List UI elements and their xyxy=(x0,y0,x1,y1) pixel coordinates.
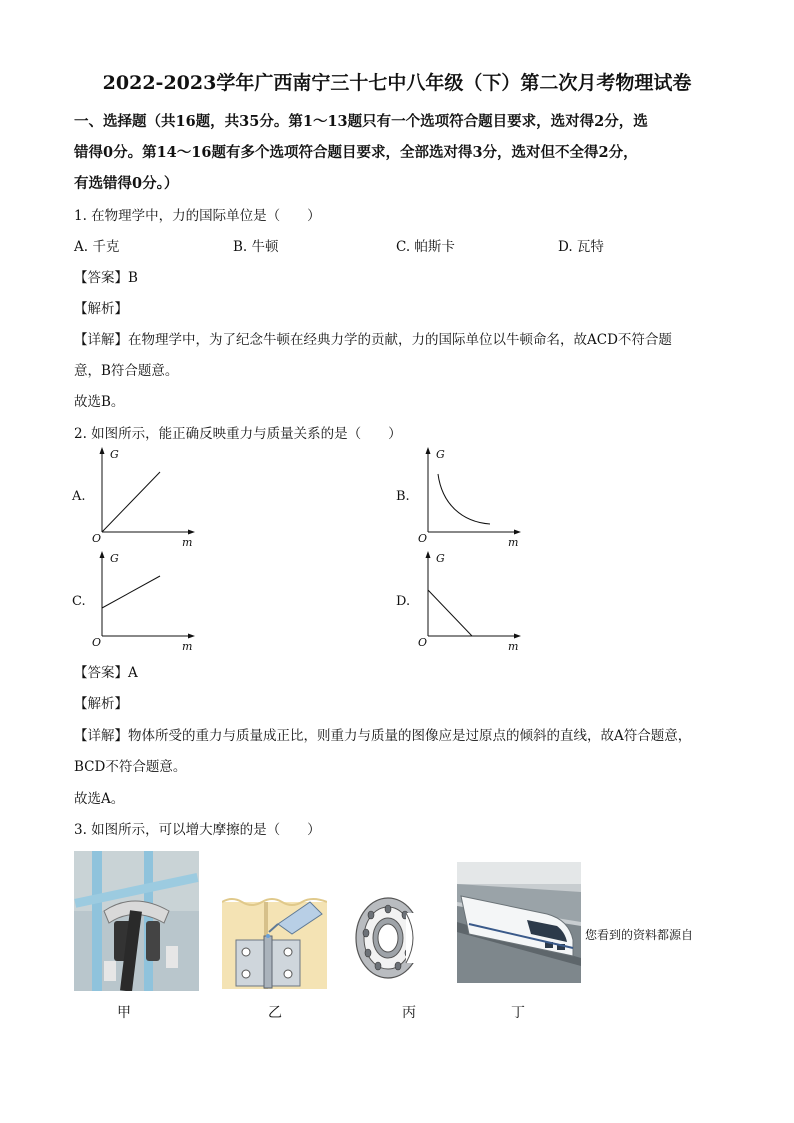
q2-graph-b xyxy=(414,444,524,550)
q2-answer: 【答案】A xyxy=(74,665,138,681)
graph-a-x-label: m xyxy=(182,536,193,549)
graph-d-origin: O xyxy=(418,636,428,649)
graph-a-y-label: G xyxy=(110,448,119,461)
graph-c-x-label: m xyxy=(182,640,193,653)
q2-conclusion: 故选A。 xyxy=(74,791,125,807)
graph-a-origin: O xyxy=(92,532,102,545)
graph-b-x-label: m xyxy=(508,536,519,549)
maglev-train-icon xyxy=(457,862,581,983)
q2-option-b-label: B. xyxy=(396,489,410,504)
page-title: 2022-2023学年广西南宁三十七中八年级（下）第二次月考物理试卷 xyxy=(102,72,692,94)
q2-graph-c xyxy=(88,548,198,654)
q1-stem: 1. 在物理学中，力的国际单位是（ ） xyxy=(74,208,321,224)
q2-option-c-label: C. xyxy=(72,594,86,609)
q1-detail-line-1: 【详解】在物理学中，为了纪念牛顿在经典力学的贡献，力的国际单位以牛顿命名，故ACD不符合题 xyxy=(74,332,672,348)
q2-detail-line-2: BCD不符合题意。 xyxy=(74,759,187,775)
bearing-icon xyxy=(350,893,426,983)
q1-option-b: B. 牛顿 xyxy=(233,239,279,255)
bike-brake-icon xyxy=(74,851,199,991)
q2-stem: 2. 如图所示，能正确反映重力与质量关系的是（ ） xyxy=(74,426,402,442)
q3-image-bing-ball-bearing xyxy=(350,893,426,983)
q2-graph-d xyxy=(414,548,524,654)
q1-conclusion: 故选B。 xyxy=(74,394,125,410)
section-instructions-line-1: 一、选择题（共16题，共35分。第1～13题只有一个选项符合题目要求，选对得2分，选 xyxy=(74,113,648,130)
graph-c-origin: O xyxy=(92,636,102,649)
q3-image-ding-maglev-train xyxy=(457,862,581,983)
section-instructions-line-2: 错得0分。第14～16题有多个选项符合题目要求，全部选对得3分，选对但不全得2分， xyxy=(74,144,638,161)
q3-stem: 3. 如图所示，可以增大摩擦的是（ ） xyxy=(74,822,321,838)
q1-detail-line-2: 意，B符合题意。 xyxy=(74,363,179,379)
q1-answer: 【答案】B xyxy=(74,270,138,286)
q2-analysis-label: 【解析】 xyxy=(74,696,128,712)
q3-image-yi-hinge-oiling xyxy=(222,862,327,989)
section-instructions-line-3: 有选错得0分。） xyxy=(74,175,179,192)
q2-graph-a xyxy=(88,444,198,550)
graph-b-origin: O xyxy=(418,532,428,545)
q3-caption-jia: 甲 xyxy=(117,1005,131,1021)
q2-option-a-label: A. xyxy=(72,489,86,504)
watermark-text: 您看到的资料都源自 xyxy=(585,928,694,942)
q1-option-a: A. 千克 xyxy=(74,239,120,255)
q3-image-jia-bike-brake xyxy=(74,851,199,991)
q2-option-d-label: D. xyxy=(396,594,411,609)
q1-option-c: C. 帕斯卡 xyxy=(396,239,455,255)
hinge-oil-icon xyxy=(222,862,327,989)
graph-b-y-label: G xyxy=(436,448,445,461)
graph-d-x-label: m xyxy=(508,640,519,653)
graph-d-y-label: G xyxy=(436,552,445,565)
graph-c-y-label: G xyxy=(110,552,119,565)
q3-caption-ding: 丁 xyxy=(511,1005,525,1021)
q3-caption-bing: 丙 xyxy=(402,1005,416,1021)
q3-caption-yi: 乙 xyxy=(268,1005,282,1021)
q1-analysis-label: 【解析】 xyxy=(74,301,128,317)
q1-option-d: D. 瓦特 xyxy=(558,239,604,255)
q2-detail-line-1: 【详解】物体所受的重力与质量成正比，则重力与质量的图像应是过原点的倾斜的直线，故A符合题意， xyxy=(74,728,692,744)
